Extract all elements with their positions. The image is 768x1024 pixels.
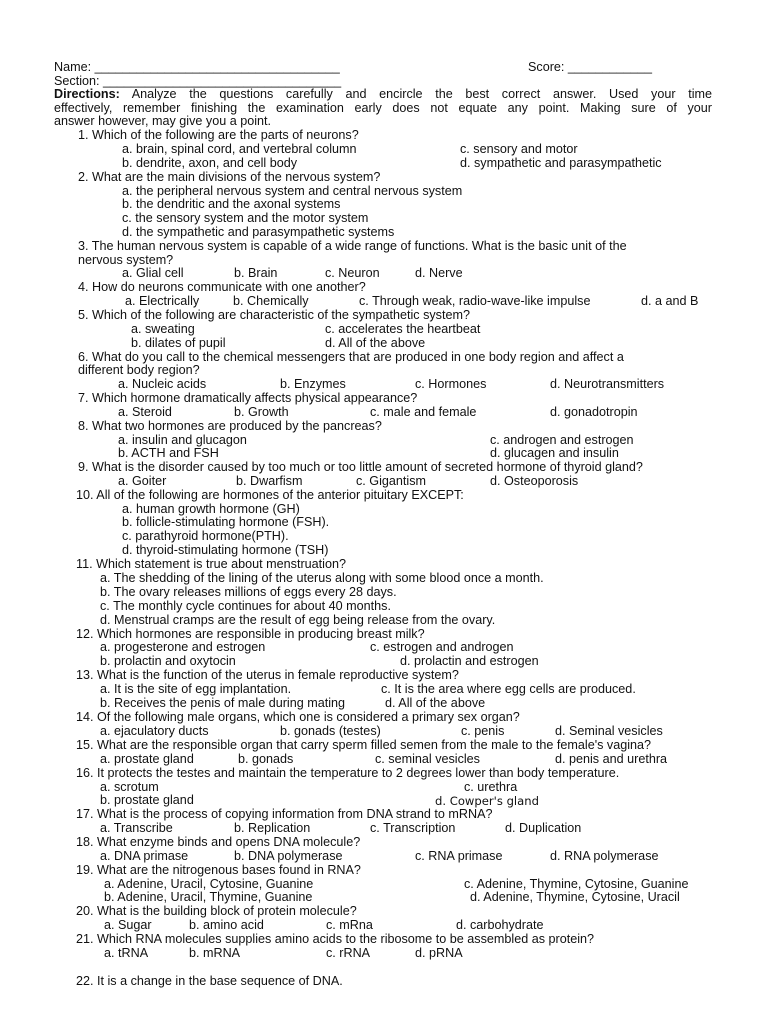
q7-choice-b[interactable]: b. Growth (234, 405, 289, 419)
q5-choice-a[interactable]: a. sweating (131, 322, 195, 336)
q12-choice-a[interactable]: a. progesterone and estrogen (100, 640, 266, 654)
q7-choice-a[interactable]: a. Steroid (118, 405, 172, 419)
q7-choice-d[interactable]: d. gonadotropin (550, 405, 638, 419)
question-4: 4. How do neurons communicate with one another? (78, 280, 366, 294)
q6-choice-b[interactable]: b. Enzymes (280, 377, 346, 391)
q3-choice-d[interactable]: d. Nerve (415, 266, 463, 280)
question-12: 12. Which hormones are responsible in producing breast milk? (76, 627, 425, 641)
q13-choice-a[interactable]: a. It is the site of egg implantation. (100, 682, 292, 696)
q16-choice-a[interactable]: a. scrotum (100, 780, 159, 794)
directions-line-3: answer however, may give you a point. (54, 114, 272, 128)
q14-choice-a[interactable]: a. ejaculatory ducts (100, 724, 209, 738)
question-13: 13. What is the function of the uterus in female reproductive system? (76, 668, 459, 682)
question-22: 22. It is a change in the base sequence of DNA. (76, 974, 343, 988)
question-3: 3. The human nervous system is capable of a wide range of functions. What is the basic unit of the (78, 239, 627, 253)
q12-choice-b[interactable]: b. prolactin and oxytocin (100, 654, 236, 668)
question-6-cont: different body region? (78, 363, 200, 377)
q4-choice-d[interactable]: d. a and B (641, 294, 699, 308)
q13-choice-c[interactable]: c. It is the area where egg cells are produced. (381, 682, 636, 696)
q16-choice-c[interactable]: c. urethra (464, 780, 518, 794)
q5-choice-b[interactable]: b. dilates of pupil (131, 336, 226, 350)
q16-choice-b[interactable]: b. prostate gland (100, 793, 194, 807)
q21-choice-d[interactable]: d. pRNA (415, 946, 463, 960)
q15-choice-b[interactable]: b. gonads (238, 752, 294, 766)
q11-choice-d[interactable]: d. Menstrual cramps are the result of egg being release from the ovary. (100, 613, 496, 627)
q5-choice-c[interactable]: c. accelerates the heartbeat (325, 322, 481, 336)
directions-line-1: Directions: Analyze the questions carefully and encircle the best correct answer. Used your time (54, 87, 712, 101)
q2-choice-c[interactable]: c. the sensory system and the motor system (122, 211, 369, 225)
q18-choice-a[interactable]: a. DNA primase (100, 849, 189, 863)
question-15: 15. What are the responsible organ that carry sperm filled semen from the male to the female's vagina? (76, 738, 652, 752)
q15-choice-a[interactable]: a. prostate gland (100, 752, 194, 766)
q8-choice-a[interactable]: a. insulin and glucagon (118, 433, 247, 447)
q2-choice-b[interactable]: b. the dendritic and the axonal systems (122, 197, 341, 211)
q19-choice-b[interactable]: b. Adenine, Uracil, Thymine, Guanine (104, 890, 313, 904)
question-14: 14. Of the following male organs, which one is considered a primary sex organ? (76, 710, 520, 724)
score-field: Score: ____________ (528, 60, 652, 74)
q14-choice-d[interactable]: d. Seminal vesicles (555, 724, 663, 738)
q17-choice-d[interactable]: d. Duplication (505, 821, 582, 835)
question-20: 20. What is the building block of protein molecule? (76, 904, 357, 918)
q3-choice-b[interactable]: b. Brain (234, 266, 278, 280)
q11-choice-b[interactable]: b. The ovary releases millions of eggs every 28 days. (100, 585, 397, 599)
q20-choice-c[interactable]: c. mRna (326, 918, 373, 932)
q8-choice-d[interactable]: d. glucagen and insulin (490, 446, 619, 460)
q15-choice-c[interactable]: c. seminal vesicles (375, 752, 480, 766)
q18-choice-c[interactable]: c. RNA primase (415, 849, 503, 863)
q18-choice-d[interactable]: d. RNA polymerase (550, 849, 659, 863)
q19-choice-c[interactable]: c. Adenine, Thymine, Cytosine, Guanine (464, 877, 689, 891)
q4-choice-a[interactable]: a. Electrically (125, 294, 200, 308)
q21-choice-a[interactable]: a. tRNA (104, 946, 149, 960)
question-16: 16. It protects the testes and maintain the temperature to 2 degrees lower than body temperature. (76, 766, 620, 780)
q21-choice-c[interactable]: c. rRNA (326, 946, 371, 960)
question-1: 1. Which of the following are the parts of neurons? (78, 128, 359, 142)
question-5: 5. Which of the following are characteristic of the sympathetic system? (78, 308, 470, 322)
q9-choice-a[interactable]: a. Goiter (118, 474, 167, 488)
q14-choice-c[interactable]: c. penis (461, 724, 505, 738)
q6-choice-a[interactable]: a. Nucleic acids (118, 377, 207, 391)
question-7: 7. Which hormone dramatically affects physical appearance? (78, 391, 418, 405)
q15-choice-d[interactable]: d. penis and urethra (555, 752, 668, 766)
q20-choice-d[interactable]: d. carbohydrate (456, 918, 544, 932)
name-field: Name: ___________________________________ (54, 60, 340, 74)
q12-choice-c[interactable]: c. estrogen and androgen (370, 640, 514, 654)
q13-choice-d[interactable]: d. All of the above (385, 696, 486, 710)
q19-choice-a[interactable]: a. Adenine, Uracil, Cytosine, Guanine (104, 877, 314, 891)
question-17: 17. What is the process of copying information from DNA strand to mRNA? (76, 807, 493, 821)
q3-choice-c[interactable]: c. Neuron (325, 266, 380, 280)
question-6: 6. What do you call to the chemical messengers that are produced in one body region and affect a (78, 350, 624, 364)
question-19: 19. What are the nitrogenous bases found in RNA? (76, 863, 361, 877)
q11-choice-c[interactable]: c. The monthly cycle continues for about 40 months. (100, 599, 391, 613)
q12-choice-d[interactable]: d. prolactin and estrogen (400, 654, 539, 668)
q17-choice-b[interactable]: b. Replication (234, 821, 311, 835)
question-9: 9. What is the disorder caused by too much or too little amount of secreted hormone of thyroid gland? (78, 460, 643, 474)
q9-choice-c[interactable]: c. Gigantism (356, 474, 426, 488)
q20-choice-b[interactable]: b. amino acid (189, 918, 264, 932)
q18-choice-b[interactable]: b. DNA polymerase (234, 849, 343, 863)
q3-choice-a[interactable]: a. Glial cell (122, 266, 184, 280)
q2-choice-a[interactable]: a. the peripheral nervous system and central nervous system (122, 184, 463, 198)
q10-choice-a[interactable]: a. human growth hormone (GH) (122, 502, 300, 516)
q1-choice-c[interactable]: c. sensory and motor (460, 142, 578, 156)
q6-choice-c[interactable]: c. Hormones (415, 377, 487, 391)
q16-choice-d[interactable]: d. Cowper's gland (435, 794, 539, 808)
q6-choice-d[interactable]: d. Neurotransmitters (550, 377, 665, 391)
q2-choice-d[interactable]: d. the sympathetic and parasympathetic systems (122, 225, 395, 239)
question-11: 11. Which statement is true about menstruation? (76, 557, 346, 571)
q11-choice-a[interactable]: a. The shedding of the lining of the uterus along with some blood once a month. (100, 571, 544, 585)
directions-line-2: effectively, remember finishing the examination early does not equate any point. Making sure of your (54, 101, 712, 115)
q1-choice-d[interactable]: d. sympathetic and parasympathetic (460, 156, 662, 170)
q13-choice-b[interactable]: b. Receives the penis of male during mating (100, 696, 346, 710)
question-3-cont: nervous system? (78, 253, 174, 267)
q20-choice-a[interactable]: a. Sugar (104, 918, 152, 932)
question-2: 2. What are the main divisions of the nervous system? (78, 170, 381, 184)
q17-choice-a[interactable]: a. Transcribe (100, 821, 173, 835)
q8-choice-c[interactable]: c. androgen and estrogen (490, 433, 634, 447)
q10-choice-c[interactable]: c. parathyroid hormone(PTH). (122, 529, 289, 543)
q10-choice-b[interactable]: b. follicle-stimulating hormone (FSH). (122, 515, 330, 529)
question-21: 21. Which RNA molecules supplies amino acids to the ribosome to be assembled as protein? (76, 932, 595, 946)
q19-choice-d[interactable]: d. Adenine, Thymine, Cytosine, Uracil (470, 890, 680, 904)
question-8: 8. What two hormones are produced by the pancreas? (78, 419, 382, 433)
question-18: 18. What enzyme binds and opens DNA molecule? (76, 835, 361, 849)
q4-choice-b[interactable]: b. Chemically (233, 294, 309, 308)
q1-choice-a[interactable]: a. brain, spinal cord, and vertebral column (122, 142, 357, 156)
q9-choice-b[interactable]: b. Dwarfism (236, 474, 303, 488)
q5-choice-d[interactable]: d. All of the above (325, 336, 426, 350)
q17-choice-c[interactable]: c. Transcription (370, 821, 456, 835)
q10-choice-d[interactable]: d. thyroid-stimulating hormone (TSH) (122, 543, 329, 557)
q8-choice-b[interactable]: b. ACTH and FSH (118, 446, 219, 460)
q4-choice-c[interactable]: c. Through weak, radio-wave-like impulse (359, 294, 591, 308)
q7-choice-c[interactable]: c. male and female (370, 405, 477, 419)
section-field: Section: __________________________________ (54, 74, 342, 88)
q21-choice-b[interactable]: b. mRNA (189, 946, 241, 960)
q14-choice-b[interactable]: b. gonads (testes) (280, 724, 381, 738)
q9-choice-d[interactable]: d. Osteoporosis (490, 474, 579, 488)
q1-choice-b[interactable]: b. dendrite, axon, and cell body (122, 156, 298, 170)
directions-label: Directions: (54, 87, 120, 101)
question-10: 10. All of the following are hormones of the anterior pituitary EXCEPT: (76, 488, 464, 502)
